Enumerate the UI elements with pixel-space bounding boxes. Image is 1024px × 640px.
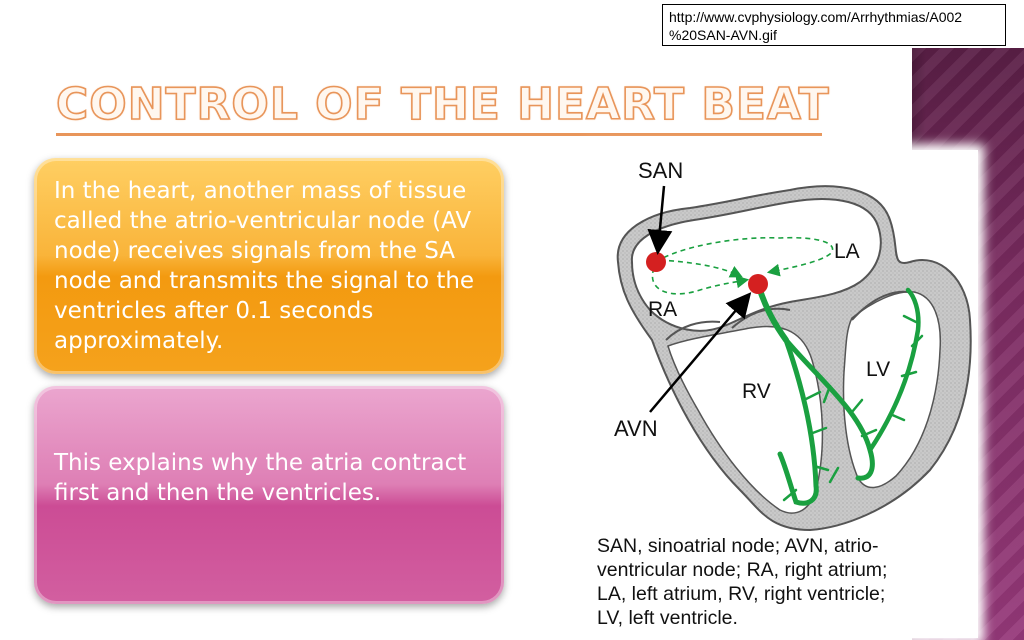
source-url-line2: %20SAN-AVN.gif [669,27,777,43]
info-box-av-node-text: In the heart, another mass of tissue called the atrio-ventricular node (AV node) receives signals from the SA node and transmits the signal to the ventricles after 0.1 seconds approximately. [54,178,475,354]
source-url-line1: http://www.cvphysiology.com/Arrhythmias/A002 [669,9,963,25]
label-avn: AVN [614,416,658,441]
label-san: SAN [638,158,684,183]
caption-line3: LA, left atrium, RV, right ventricle; [597,583,886,605]
info-box-atria-contract [34,386,504,604]
label-rv: RV [742,380,771,403]
info-box-atria-contract-text: This explains why the atria contract first and then the ventricles. [54,450,467,506]
label-ra: RA [648,298,678,321]
sa-node [646,252,666,272]
av-node [748,274,768,294]
info-box-av-node [34,158,504,374]
diagram-caption [597,534,977,630]
source-url-box [662,4,1006,46]
caption-line1: SAN, sinoatrial node; AVN, atrio- [597,535,879,557]
caption-line2: ventricular node; RA, right atrium; [597,559,888,581]
label-la: LA [834,240,860,263]
title-underline [56,133,822,136]
caption-line4: LV, left ventricle. [597,607,738,629]
slide-title: CONTROL OF THE HEART BEAT [56,79,830,130]
label-lv: LV [866,358,891,381]
